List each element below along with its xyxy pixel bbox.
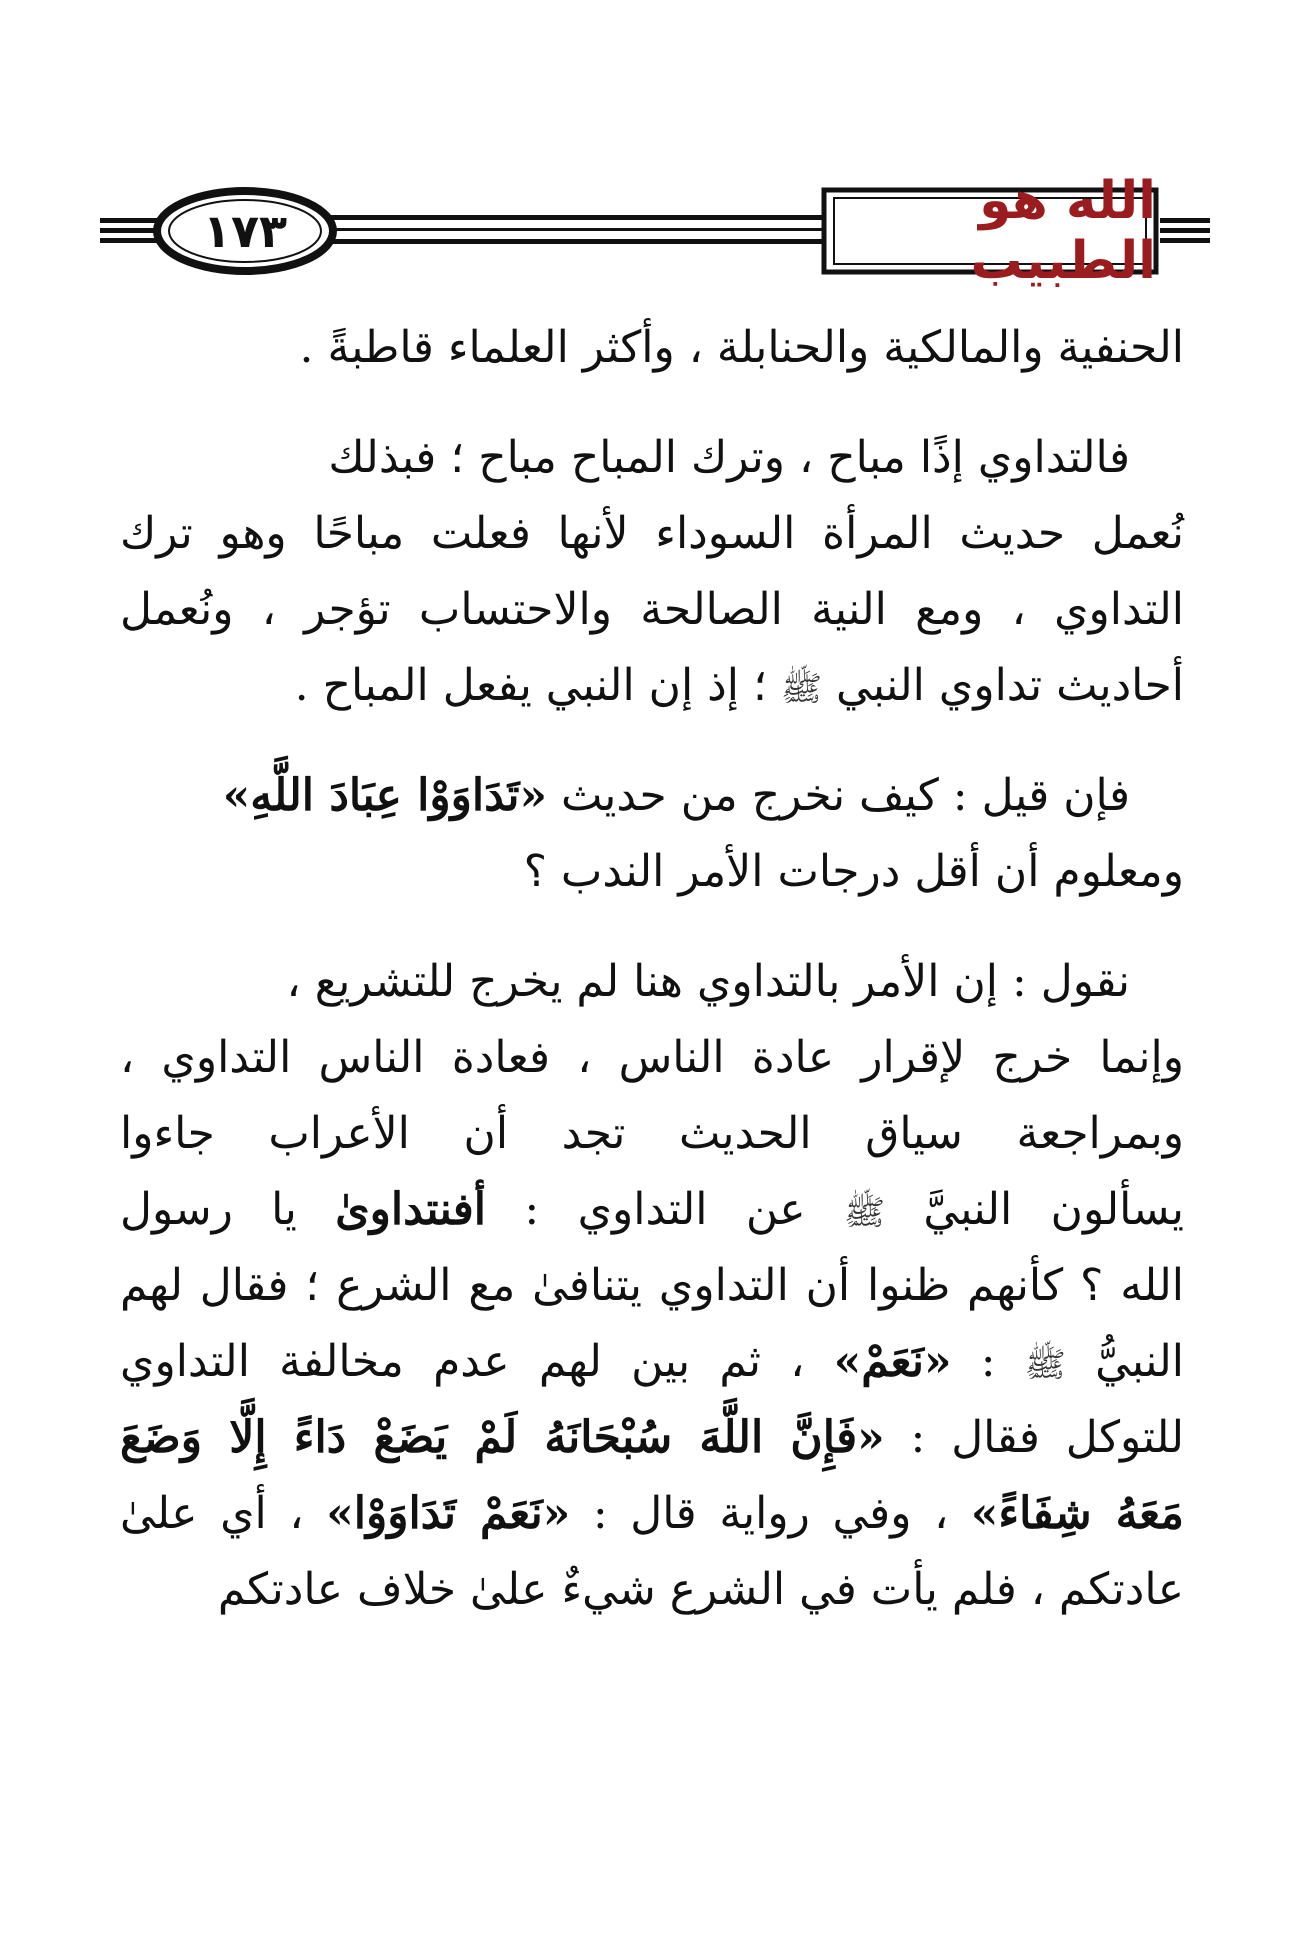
text-segment: فإن قيل : كيف نخرج من حديث <box>546 770 1130 821</box>
page-header <box>0 0 1304 330</box>
text-segment: نُعمل حديث المرأة السوداء لأنها فعلت مباحًا وهو ترك <box>120 508 1184 559</box>
text-segment: للتوكل فقال : <box>884 1412 1185 1463</box>
paragraph <box>120 420 1184 724</box>
text-line <box>120 1020 1184 1096</box>
salutation-glyph: ﷺ <box>1024 1345 1066 1385</box>
quoted-hadith-text: مَعَهُ شِفَاءً» <box>970 1488 1184 1539</box>
text-line <box>120 648 1184 724</box>
salutation-glyph: ﷺ <box>843 1193 886 1233</box>
quoted-hadith-text: «تَدَاوَوْا عِبَادَ اللَّهِ» <box>222 770 547 821</box>
text-segment: نقول : إن الأمر بالتداوي هنا لم يخرج للتشريع ، <box>286 956 1130 1007</box>
text-line <box>120 1552 1184 1628</box>
running-title: الله هو الطبيب <box>970 171 1156 291</box>
text-segment: النبيُّ <box>1065 1336 1184 1387</box>
text-line <box>120 1248 1184 1324</box>
text-line <box>120 496 1184 572</box>
text-segment: يا رسول <box>120 1184 336 1235</box>
quoted-hadith-text: «فَإِنَّ اللَّهَ سُبْحَانَهُ لَمْ يَضَعْ دَاءً إِلَّا وَضَعَ <box>120 1412 885 1463</box>
text-segment: فالتداوي إذًا مباح ، وترك المباح مباح ؛ فبذلك <box>328 432 1130 483</box>
text-segment: يسألون النبيَّ <box>885 1184 1185 1235</box>
text-segment: : <box>951 1336 1025 1387</box>
text-line <box>120 834 1184 910</box>
text-segment: الحنفية والمالكية والحنابلة ، وأكثر العلماء قاطبةً . <box>299 322 1184 373</box>
page-number: ١٧٣ <box>202 204 288 258</box>
text-segment: ، ثم بين لهم عدم مخالفة التداوي <box>120 1336 834 1387</box>
text-segment: أحاديث تداوي النبي <box>822 660 1184 711</box>
text-segment: التداوي ، ومع النية الصالحة والاحتساب تؤجر ، ونُعمل <box>120 584 1184 635</box>
text-line <box>120 758 1184 834</box>
salutation-glyph: ﷺ <box>780 669 823 709</box>
text-line <box>120 420 1184 496</box>
paragraph <box>120 758 1184 910</box>
text-segment: وبمراجعة سياق الحديث تجد أن الأعراب جاءوا <box>120 1108 1184 1159</box>
paragraph <box>120 310 1184 386</box>
text-line <box>120 310 1184 386</box>
text-line <box>120 572 1184 648</box>
paragraph <box>120 944 1184 1628</box>
quoted-hadith-text: «نَعَمْ» <box>833 1336 952 1387</box>
quoted-hadith-text: أفنتداوىٰ <box>335 1184 487 1235</box>
text-segment: الله ؟ كأنهم ظنوا أن التداوي يتنافىٰ مع الشرع ؛ فقال لهم <box>120 1260 1185 1311</box>
text-segment: ؛ إذ إن النبي يفعل المباح . <box>294 660 781 711</box>
quoted-hadith-text: «نَعَمْ تَدَاوَوْا» <box>326 1488 571 1539</box>
text-segment: عادتكم ، فلم يأت في الشرع شيءٌ علىٰ خلاف عادتكم <box>217 1564 1184 1615</box>
text-line <box>120 1476 1184 1552</box>
text-line <box>120 1324 1184 1400</box>
text-line <box>120 1172 1184 1248</box>
text-segment: عن التداوي : <box>486 1184 844 1235</box>
text-line <box>120 944 1184 1020</box>
text-segment: ومعلوم أن أقل درجات الأمر الندب ؟ <box>523 846 1184 897</box>
text-line <box>120 1400 1184 1476</box>
text-segment: وإنما خرج لإقرار عادة الناس ، فعادة الناس التداوي ، <box>120 1032 1184 1083</box>
text-segment: ، أي علىٰ <box>120 1488 327 1539</box>
text-line <box>120 1096 1184 1172</box>
text-segment: ، وفي رواية قال : <box>570 1488 971 1539</box>
page-body <box>120 310 1184 1662</box>
